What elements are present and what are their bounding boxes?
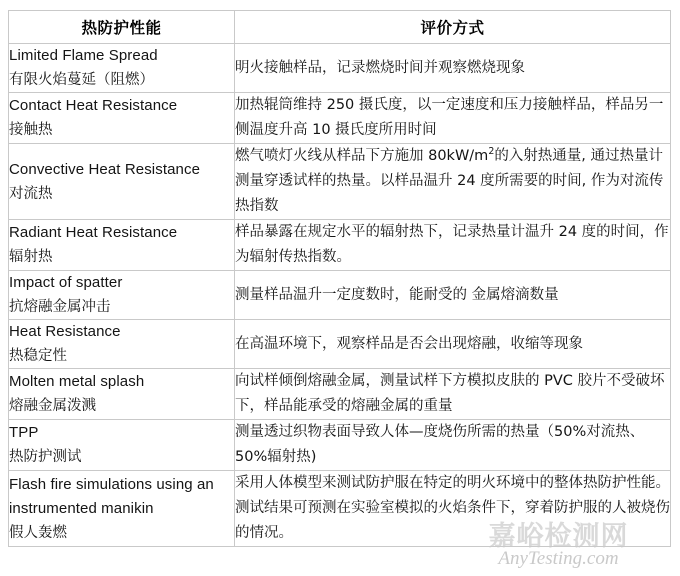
cell-performance-name [9,144,235,220]
performance-name-en: Limited Flame Spread [9,47,158,64]
evaluation-text-suffix: 的入射热通量, 通过热量计测量穿透试样的热量。以样品温升 24 度所需要的时间, 作为对流传热指数 [235,148,664,214]
table-row [9,369,671,420]
performance-name-cn: 熔融金属泼溅 [9,398,96,414]
table-row [9,271,671,320]
watermark-english: AnyTesting.com [498,548,619,570]
table-row [9,471,671,547]
table-header-row [9,11,671,44]
table-row [9,220,671,271]
cell-performance-name [9,420,235,471]
evaluation-method-text [235,144,670,219]
performance-name-cn: 有限火焰蔓延（阻燃） [9,72,154,88]
thermal-protection-table [8,10,671,547]
cell-performance-name [9,320,235,369]
evaluation-method-text: 在高温环境下，观察样品是否会出现熔融，收缩等现象 [235,335,583,352]
performance-name-cn: 假人轰燃 [9,524,67,541]
performance-name-cn: 热稳定性 [9,348,67,364]
performance-name-en: TPP [9,424,39,441]
performance-name-cn: 对流热 [9,185,53,202]
performance-name-cn: 接触热 [9,122,53,138]
cell-performance-name [9,271,235,320]
evaluation-method-text: 明火接触样品，记录燃烧时间并观察燃烧现象 [235,59,525,76]
cell-performance-name [9,220,235,271]
unit-superscript: 2 [488,146,495,158]
evaluation-method-text: 向试样倾倒熔融金属，测量试样下方模拟皮肤的 PVC 胶片不受破坏下，样品能承受的熔融金属的重量 [235,373,665,414]
cell-performance-name [9,369,235,420]
cell-evaluation-method [235,271,671,320]
performance-name-en: Heat Resistance [9,323,121,340]
cell-evaluation-method [235,93,671,144]
column-header-evaluation: 评价方式 [235,11,671,44]
table-row [9,93,671,144]
performance-name-en: Impact of spatter [9,274,123,291]
evaluation-method-text: 测量样品温升一定度数时，能耐受的 金属熔滴数量 [235,286,559,303]
cell-performance-name [9,471,235,547]
column-header-performance: 热防护性能 [9,11,235,44]
table-row [9,44,671,93]
performance-name-en: Flash fire simulations using an instrumented manikin [9,475,214,517]
watermark-chinese: 嘉峪检测网 [488,520,629,552]
table-header [9,11,671,44]
cell-evaluation-method [235,220,671,271]
performance-name-cn: 抗熔融金属冲击 [9,299,111,315]
table-body [9,44,671,547]
table-row [9,420,671,471]
cell-evaluation-method [235,144,671,220]
evaluation-method-text: 样品暴露在规定水平的辐射热下，记录热量计温升 24 度的时间，作为辐射传热指数。 [235,224,669,265]
thermal-protection-table-wrapper [8,10,670,547]
performance-name-en: Contact Heat Resistance [9,97,178,114]
cell-evaluation-method [235,320,671,369]
cell-evaluation-method [235,471,671,547]
table-row [9,320,671,369]
cell-evaluation-method [235,44,671,93]
performance-name-en: Molten metal splash [9,373,145,390]
cell-evaluation-method [235,420,671,471]
performance-name-en: Radiant Heat Resistance [9,224,178,241]
performance-name-en: Convective Heat Resistance [9,160,201,178]
performance-name-cn: 辐射热 [9,249,53,265]
evaluation-method-text: 采用人体模型来测试防护服在特定的明火环境中的整体热防护性能。测试结果可预测在实验室模拟的火焰条件下，穿着防护服的人被烧伤的情况。 [235,475,670,541]
evaluation-method-text: 加热辊筒维持 250 摄氏度，以一定速度和压力接触样品，样品另一侧温度升高 10 摄氏度所用时间 [235,97,664,138]
evaluation-text-prefix: 燃气喷灯火线从样品下方施加 80kW/m [235,148,489,164]
cell-evaluation-method [235,369,671,420]
table-row [9,144,671,220]
performance-name-cn: 热防护测试 [9,449,82,465]
cell-performance-name [9,44,235,93]
evaluation-method-text: 测量透过织物表面导致人体—度烧伤所需的热量（50%对流热、50%辐射热) [235,424,645,465]
cell-performance-name [9,93,235,144]
